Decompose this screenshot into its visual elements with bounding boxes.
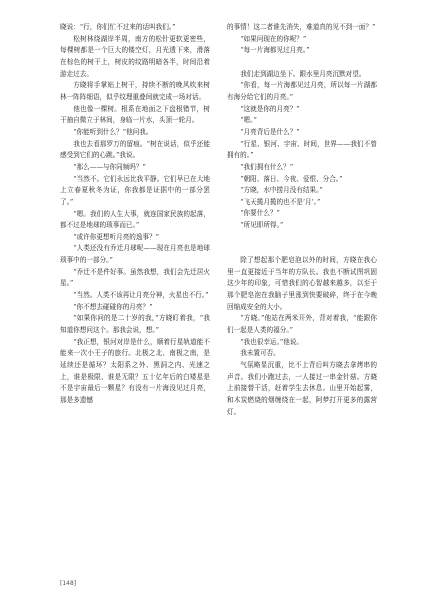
paragraph: “当然。人类不该再让月亮分神，火星也不行。”	[73, 291, 209, 300]
paragraph: “飞天揽月揽的也不是‘月’。”	[240, 197, 321, 206]
paragraph: “这就是你的月亮？”	[240, 104, 300, 113]
paragraph: 我们走到湖边坐下。跟水里月亮沉默对望。	[240, 69, 366, 78]
paragraph: “朝阳、落日、今夜、爱恨、分合。”	[240, 174, 343, 183]
paragraph: 他也像一棵树。根系在地面之下盘根错节，树干抽自微立于林间，身临一片水，头顶一轮月。	[60, 104, 210, 125]
paragraph: 除了想起那个肥皂泡以外的时间，方晓在我心里一直更接近于当年的方队长。我也不断试图巩固这少年的印象，可惜我们的心智越来越多，以至于那个肥皂泡在我脑子里涨到快要破碎，终于在今晚回缩成安全的大小。	[227, 256, 377, 311]
paragraph: “我正想，银河对岸是什么，顺着行星轨道能不能来一次小王子的旅行。北极之北、南极之南，是延续还是循环？太阳系之外、黑洞之内、光速之上，谁是极限、谁是无限？五十亿年后的白矮星是不是宇宙最后一颗星？有没有一片海没见过月亮，那是多遗憾	[60, 337, 210, 404]
paragraph: “月亮背后是什么？”	[240, 127, 300, 136]
paragraph: “你不想去碰碰你的月亮？”	[73, 302, 153, 311]
paragraph: “方晓，水中捞月没有结果。”	[240, 186, 323, 195]
paragraph: 我未置可否。	[240, 349, 280, 358]
paragraph: “乔迁不是件好事。虽然我想，我们会先迁居火星。”	[60, 267, 210, 288]
paragraph: “你要什么？”	[240, 209, 280, 218]
paragraph: “那么——与你同频吗？”	[73, 162, 146, 171]
paragraph: “方晓。”他站在两米开外，背对着我，“能跟你们一起是人类的福分。”	[227, 314, 377, 335]
paragraph: “当然不。它们永远比我平静。它们早已在大地上立春夏秋冬为证，你我都是证据中的一部分罢了。”	[60, 174, 210, 206]
paragraph: “每一片海都见过月亮。”	[240, 46, 310, 55]
paragraph: “嗯。我们的人生大事，就连国家民族的起落，都不过是地球的琐事而已。”	[60, 209, 210, 230]
paragraph: “我也很幸运。”他说。	[240, 337, 303, 346]
text-column-left	[60, 22, 210, 407]
page-number: [148]	[60, 580, 77, 587]
paragraph: “你看，每一片海都见过月亮，所以每一片湖都有海分给它们的月亮。”	[227, 81, 377, 101]
paragraph: “如果问现在的你呢？”	[240, 34, 307, 43]
paragraph: “或许你更想听月亮的逸事？”	[73, 232, 160, 241]
paragraph: 晓说：“行，你们忙不过来的话叫我们。”	[60, 23, 176, 31]
paragraph: “人类还没有乔迁月球呢——现在月亮也是地球琐事中的一部分。”	[60, 244, 210, 265]
paragraph: “你能听到什么？”他问我。	[73, 127, 153, 136]
paragraph: 我也去看那罗万的留痕。“树在说话，似乎还能感受到它们的心跳。”我说。	[60, 139, 210, 160]
text-column-right	[227, 22, 377, 418]
paragraph: “我们拥有什么？”	[240, 162, 294, 171]
paragraph: 方晓将手掌贴上树干，持续不断的晚风吹来树林一阵阵细语，似乎纹理重叠间就完成一场对话。	[60, 81, 210, 101]
paragraph: “所见即所得。”	[240, 221, 284, 230]
paragraph: 松树林绕湖岸半周，南方的松针更软更密些，每棵树都是一个巨大的镂空灯，月光透下来，滑落在棕色的树干上，树皮的纹路明暗各半，时间沿着游走过去。	[60, 34, 210, 78]
paragraph: “行星、银河、宇宙、时间，世界——我们不曾拥有的。”	[227, 139, 377, 160]
paragraph: “嗯。”	[240, 116, 257, 125]
paragraph: 气氛略显沉重，比不上背后叫方晓去拿烤串的声音。我们小跑过去，一人接过一串金针菇。方晓上前接替干活，赶着学生去休息。山里开始起雾，和木炭燃烧的烟缠绕在一起，阿梦打开更多的露营灯。	[227, 361, 377, 416]
paragraph: 的事情！这二者谁先消失，难道真的见不到一面？”	[227, 23, 376, 31]
paragraph: “如果你问的是二十岁的我，”方晓盯着我，“我知道你想问这个。那我会说，想。”	[60, 314, 210, 335]
